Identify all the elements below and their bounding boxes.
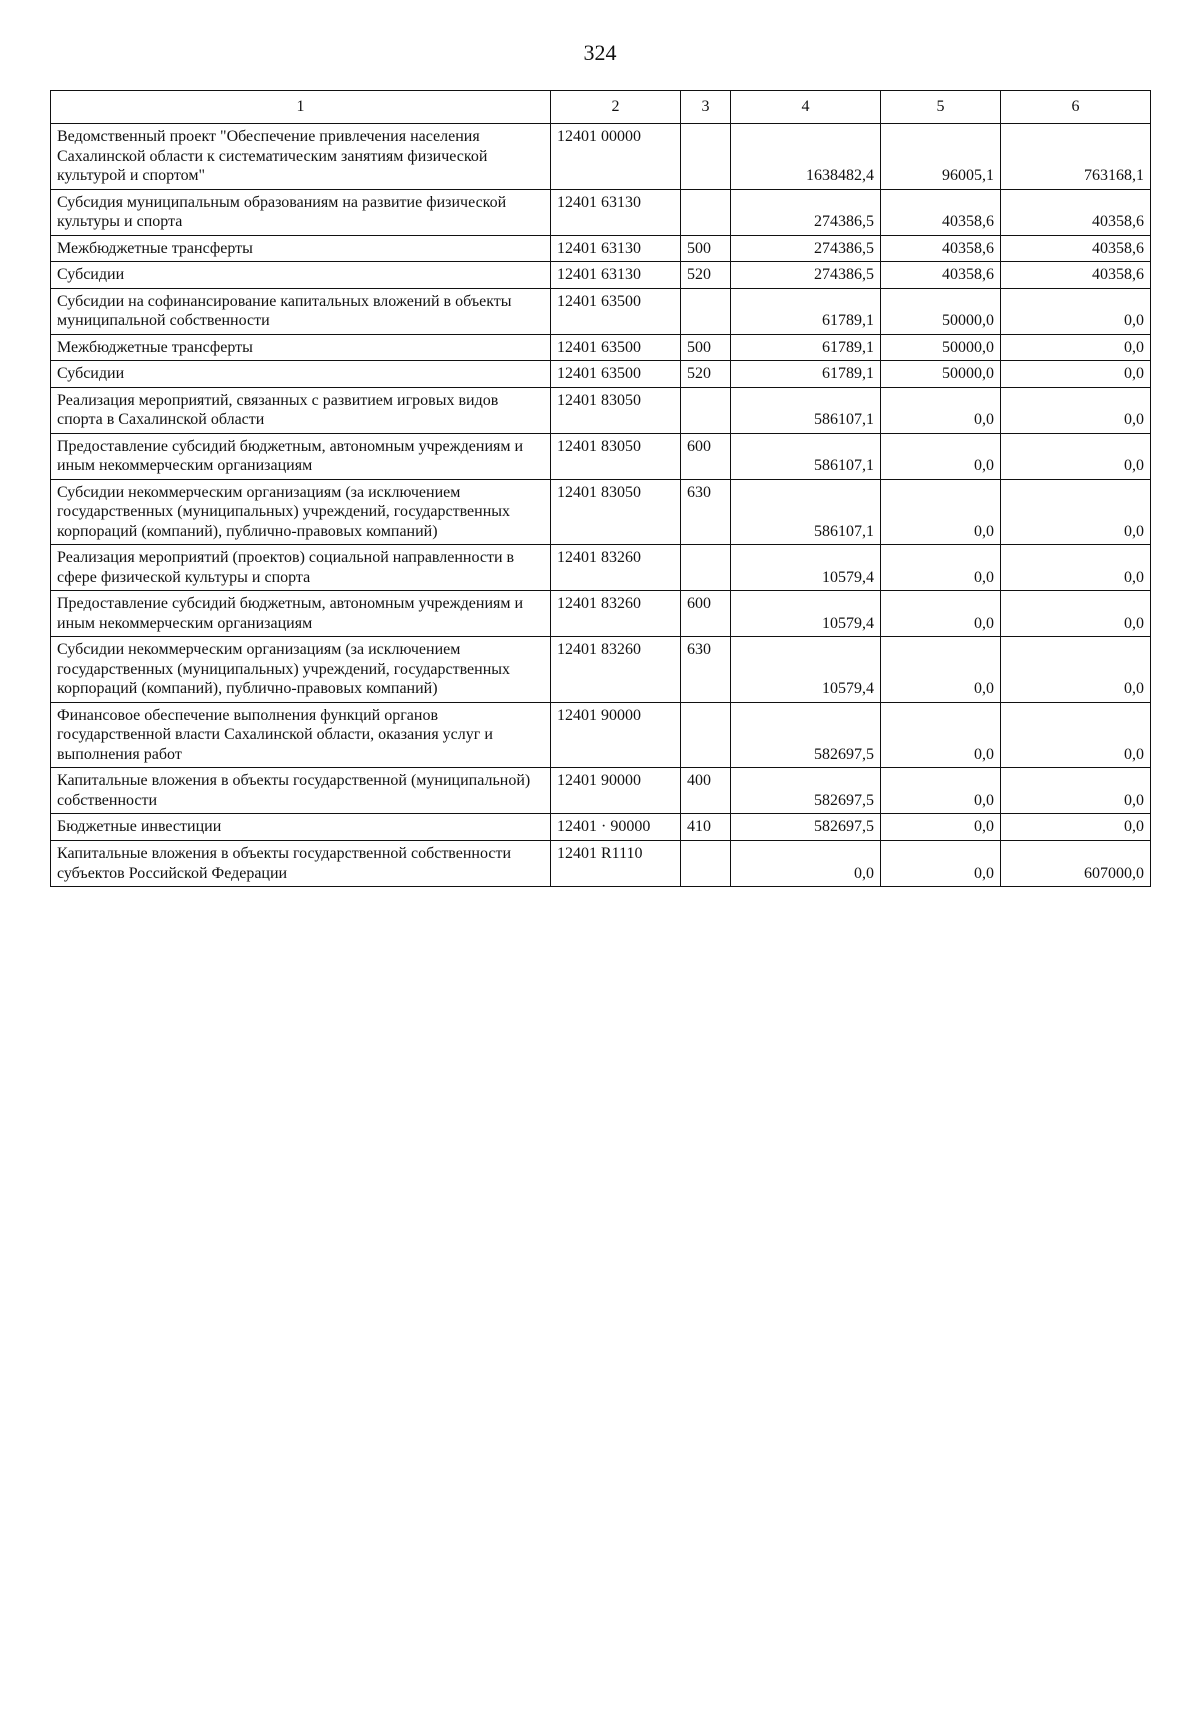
row-value-col4: 274386,5 — [731, 262, 881, 289]
table-row — [51, 124, 1151, 190]
row-value-col6: 0,0 — [1001, 768, 1151, 814]
row-code: 12401 63130 — [551, 189, 681, 235]
row-value-col6: 0,0 — [1001, 814, 1151, 841]
row-value-col4: 582697,5 — [731, 814, 881, 841]
column-header: 2 — [551, 91, 681, 124]
row-name: Предоставление субсидий бюджетным, автономным учреждениям и иным некоммерческим организациям — [51, 591, 551, 637]
table-row — [51, 361, 1151, 388]
row-value-col6: 0,0 — [1001, 591, 1151, 637]
row-value-col4: 582697,5 — [731, 768, 881, 814]
row-name: Предоставление субсидий бюджетным, автономным учреждениям и иным некоммерческим организациям — [51, 433, 551, 479]
row-code: 12401 00000 — [551, 124, 681, 190]
row-value-col6: 0,0 — [1001, 433, 1151, 479]
column-header: 3 — [681, 91, 731, 124]
row-value-col6: 0,0 — [1001, 545, 1151, 591]
row-code: 12401 63500 — [551, 334, 681, 361]
budget-table — [50, 90, 1151, 887]
row-code: 12401 63500 — [551, 288, 681, 334]
row-value-col4: 10579,4 — [731, 545, 881, 591]
row-name: Субсидии некоммерческим организациям (за исключением государственных (муниципальных) учреждений, государственных корпораций (компаний), публично-правовых компаний) — [51, 637, 551, 703]
table-row — [51, 189, 1151, 235]
row-code: 12401 83050 — [551, 479, 681, 545]
row-value-col5: 96005,1 — [881, 124, 1001, 190]
row-value-col5: 0,0 — [881, 702, 1001, 768]
row-kvr: 630 — [681, 479, 731, 545]
row-value-col4: 61789,1 — [731, 361, 881, 388]
row-code: 12401 83260 — [551, 637, 681, 703]
row-name: Субсидии — [51, 262, 551, 289]
row-name: Межбюджетные трансферты — [51, 334, 551, 361]
row-value-col5: 0,0 — [881, 814, 1001, 841]
row-value-col6: 763168,1 — [1001, 124, 1151, 190]
table-header-row — [51, 91, 1151, 124]
row-value-col6: 0,0 — [1001, 479, 1151, 545]
row-code: 12401 63130 — [551, 235, 681, 262]
row-value-col6: 0,0 — [1001, 361, 1151, 388]
row-value-col5: 40358,6 — [881, 262, 1001, 289]
row-value-col4: 61789,1 — [731, 288, 881, 334]
table-row — [51, 768, 1151, 814]
table-body — [51, 124, 1151, 887]
row-value-col5: 50000,0 — [881, 361, 1001, 388]
row-kvr: 520 — [681, 262, 731, 289]
row-code: 12401 83050 — [551, 433, 681, 479]
row-kvr — [681, 840, 731, 886]
row-value-col6: 40358,6 — [1001, 262, 1151, 289]
table-row — [51, 262, 1151, 289]
row-value-col6: 607000,0 — [1001, 840, 1151, 886]
row-value-col4: 586107,1 — [731, 479, 881, 545]
row-value-col6: 0,0 — [1001, 702, 1151, 768]
row-kvr: 400 — [681, 768, 731, 814]
row-name: Реализация мероприятий (проектов) социальной направленности в сфере физической культуры и спорта — [51, 545, 551, 591]
row-value-col6: 40358,6 — [1001, 235, 1151, 262]
row-name: Ведомственный проект "Обеспечение привлечения населения Сахалинской области к систематическим занятиям физической культурой и спортом" — [51, 124, 551, 190]
row-value-col6: 0,0 — [1001, 637, 1151, 703]
row-value-col4: 10579,4 — [731, 637, 881, 703]
row-value-col5: 50000,0 — [881, 288, 1001, 334]
row-name: Субсидии некоммерческим организациям (за исключением государственных (муниципальных) учреждений, государственных корпораций (компаний), публично-правовых компаний) — [51, 479, 551, 545]
row-code: 12401 90000 — [551, 702, 681, 768]
row-value-col4: 582697,5 — [731, 702, 881, 768]
table-row — [51, 433, 1151, 479]
row-name: Бюджетные инвестиции — [51, 814, 551, 841]
row-value-col5: 0,0 — [881, 840, 1001, 886]
table-row — [51, 702, 1151, 768]
row-code: 12401 · 90000 — [551, 814, 681, 841]
row-code: 12401 63500 — [551, 361, 681, 388]
row-code: 12401 83050 — [551, 387, 681, 433]
row-code: 12401 83260 — [551, 591, 681, 637]
table-row — [51, 387, 1151, 433]
row-value-col4: 10579,4 — [731, 591, 881, 637]
column-header: 6 — [1001, 91, 1151, 124]
row-kvr: 600 — [681, 433, 731, 479]
row-value-col5: 0,0 — [881, 479, 1001, 545]
row-name: Субсидии — [51, 361, 551, 388]
row-value-col5: 0,0 — [881, 768, 1001, 814]
table-row — [51, 288, 1151, 334]
table-row — [51, 235, 1151, 262]
row-kvr — [681, 288, 731, 334]
table-row — [51, 334, 1151, 361]
row-kvr — [681, 545, 731, 591]
row-value-col4: 274386,5 — [731, 235, 881, 262]
row-kvr — [681, 387, 731, 433]
column-header: 4 — [731, 91, 881, 124]
table-row — [51, 479, 1151, 545]
row-value-col5: 0,0 — [881, 545, 1001, 591]
row-value-col5: 40358,6 — [881, 235, 1001, 262]
row-kvr: 600 — [681, 591, 731, 637]
table-row — [51, 840, 1151, 886]
column-header: 5 — [881, 91, 1001, 124]
row-name: Межбюджетные трансферты — [51, 235, 551, 262]
row-name: Субсидии на софинансирование капитальных вложений в объекты муниципальной собственности — [51, 288, 551, 334]
row-value-col4: 0,0 — [731, 840, 881, 886]
row-value-col4: 586107,1 — [731, 387, 881, 433]
row-value-col4: 274386,5 — [731, 189, 881, 235]
row-kvr — [681, 189, 731, 235]
table-row — [51, 545, 1151, 591]
row-name: Капитальные вложения в объекты государственной собственности субъектов Российской Федерации — [51, 840, 551, 886]
table-row — [51, 814, 1151, 841]
row-code: 12401 90000 — [551, 768, 681, 814]
row-value-col5: 50000,0 — [881, 334, 1001, 361]
row-code: 12401 83260 — [551, 545, 681, 591]
row-value-col6: 40358,6 — [1001, 189, 1151, 235]
row-value-col6: 0,0 — [1001, 288, 1151, 334]
row-value-col5: 0,0 — [881, 591, 1001, 637]
table-row — [51, 591, 1151, 637]
row-code: 12401 63130 — [551, 262, 681, 289]
row-value-col5: 0,0 — [881, 637, 1001, 703]
row-kvr: 520 — [681, 361, 731, 388]
page-number: 324 — [583, 40, 617, 65]
row-value-col4: 1638482,4 — [731, 124, 881, 190]
row-name: Финансовое обеспечение выполнения функций органов государственной власти Сахалинской области, оказания услуг и выполнения работ — [51, 702, 551, 768]
table-row — [51, 637, 1151, 703]
row-name: Реализация мероприятий, связанных с развитием игровых видов спорта в Сахалинской области — [51, 387, 551, 433]
row-value-col6: 0,0 — [1001, 334, 1151, 361]
row-kvr: 410 — [681, 814, 731, 841]
row-value-col5: 40358,6 — [881, 189, 1001, 235]
row-value-col4: 61789,1 — [731, 334, 881, 361]
row-name: Субсидия муниципальным образованиям на развитие физической культуры и спорта — [51, 189, 551, 235]
row-value-col5: 0,0 — [881, 387, 1001, 433]
row-kvr — [681, 124, 731, 190]
column-header: 1 — [51, 91, 551, 124]
row-kvr: 500 — [681, 235, 731, 262]
row-value-col5: 0,0 — [881, 433, 1001, 479]
row-code: 12401 R1110 — [551, 840, 681, 886]
row-name: Капитальные вложения в объекты государственной (муниципальной) собственности — [51, 768, 551, 814]
row-kvr: 630 — [681, 637, 731, 703]
row-kvr: 500 — [681, 334, 731, 361]
row-value-col4: 586107,1 — [731, 433, 881, 479]
row-kvr — [681, 702, 731, 768]
row-value-col6: 0,0 — [1001, 387, 1151, 433]
